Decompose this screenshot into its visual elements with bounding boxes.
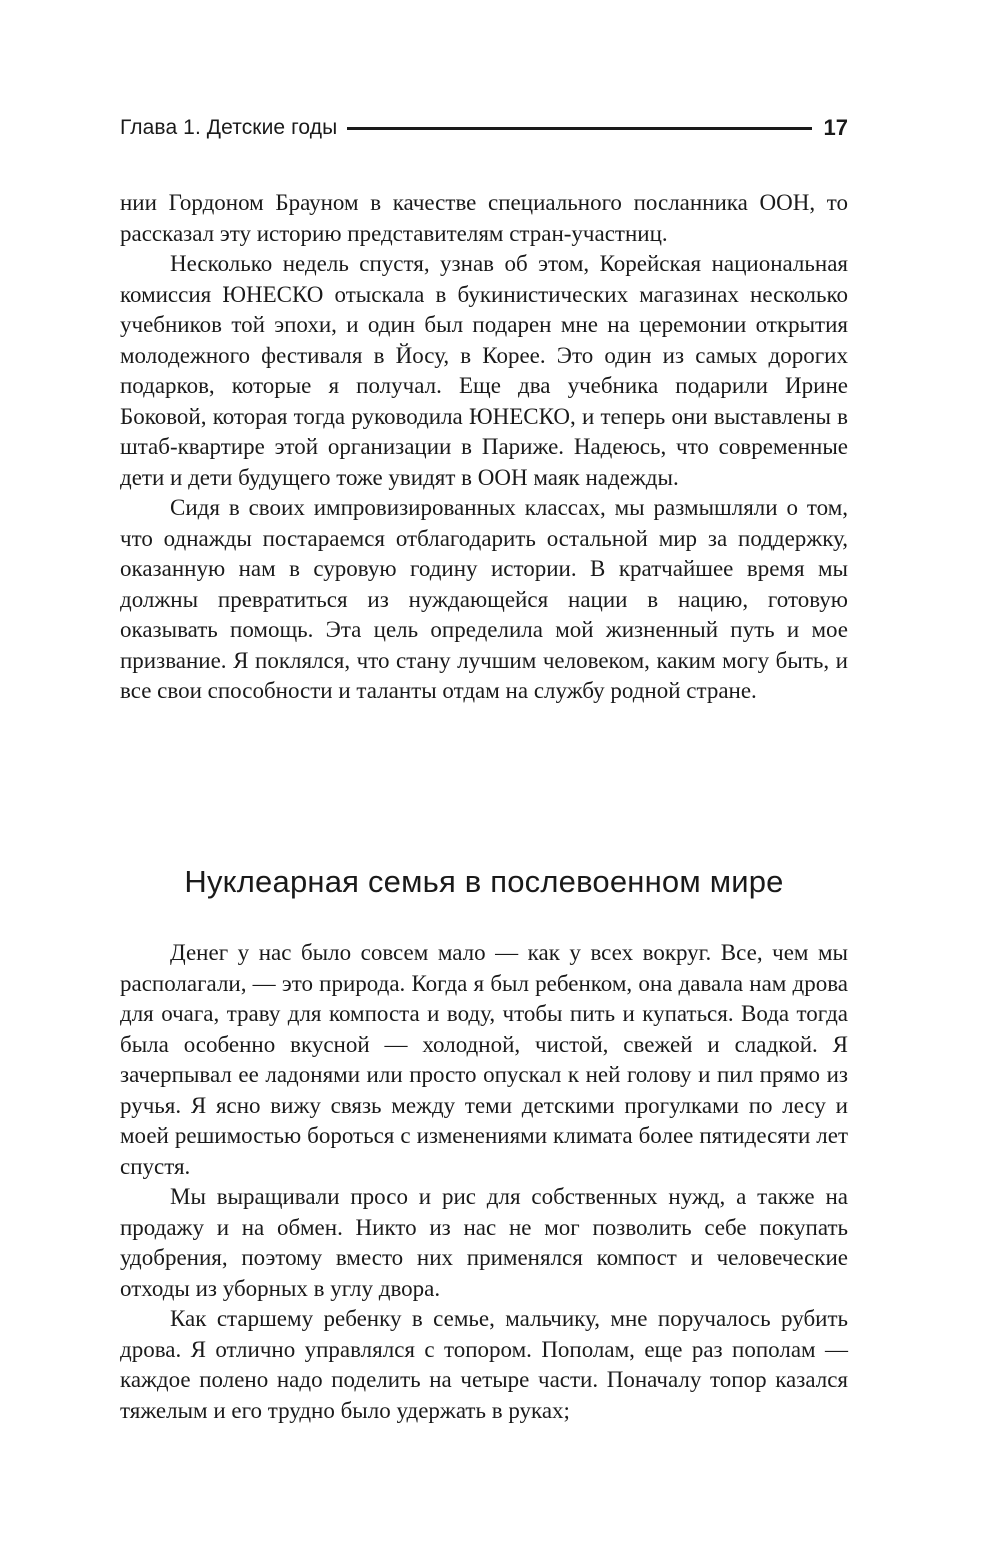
paragraph: Как старшему ребенку в семье, мальчику, мне поручалось рубить дрова. Я отлично управлялся с топором. Пополам, еще раз пополам — каждое полено надо поделить на четыре части. Поначалу топор казался тяжелым и его трудно было удержать в руках; — [120, 1306, 848, 1423]
paragraph: Денег у нас было совсем мало — как у всех вокруг. Все, чем мы располагали, — это природа. Когда я был ребенком, она давала нам дрова для очага, траву для компоста и воду, чтобы пить и купаться. Вода тогда была особенно вкусной — холодной, чистой, свежей и сладкой. Я зачерпывал ее ладонями или просто опускал к ней голову и пил прямо из ручья. Я ясно вижу связь между теми детскими прогулками по лесу и моей решимостью бороться с изменениями климата более пятидесяти лет спустя. — [120, 940, 848, 1179]
paragraph: Сидя в своих импровизированных классах, мы размышляли о том, что однажды постараемся отблагодарить остальной мир за поддержку, оказанную нам в суровую годину истории. В кратчайшее время мы должны превратиться из нуждающейся нации в нацию, готовую оказывать помощь. Эта цель определила мой жизненный путь и мое призвание. Я поклялся, что стану лучшим человеком, каким могу быть, и все свои способности и таланты отдам на службу родной стране. — [120, 495, 848, 703]
body-text-section-2 — [120, 938, 848, 1426]
paragraph: нии Гордоном Брауном в качестве специального посланника ООН, то рассказал эту историю представителям стран-участниц. — [120, 190, 848, 246]
section-heading: Нуклеарная семья в послевоенном мире — [184, 864, 784, 899]
paragraph: Несколько недель спустя, узнав об этом, Корейская национальная комиссия ЮНЕСКО отыскала в букинистических магазинах несколько учебников той эпохи, и один был подарен мне на церемонии открытия молодежного фестиваля в Йосу, в Корее. Это один из самых дорогих подарков, которые я получал. Еще два учебника подарили Ирине Боковой, которая тогда руководила ЮНЕСКО, и теперь они выставлены в штаб-квартире этой организации в Париже. Надеюсь, что современные дети и дети будущего тоже увидят в ООН маяк надежды. — [120, 251, 848, 490]
body-text-section-1 — [120, 188, 848, 707]
paragraph: Мы выращивали просо и рис для собственных нужд, а также на продажу и на обмен. Никто из нас не мог позволить себе покупать удобрения, поэтому вместо них применялся компост и человеческие отходы из уборных в углу двора. — [120, 1184, 848, 1301]
page-number: 17 — [823, 115, 848, 140]
chapter-title: Глава 1. Детские годы — [120, 116, 338, 139]
header-rule — [347, 127, 811, 130]
running-header — [120, 110, 848, 146]
book-page — [120, 0, 848, 1552]
